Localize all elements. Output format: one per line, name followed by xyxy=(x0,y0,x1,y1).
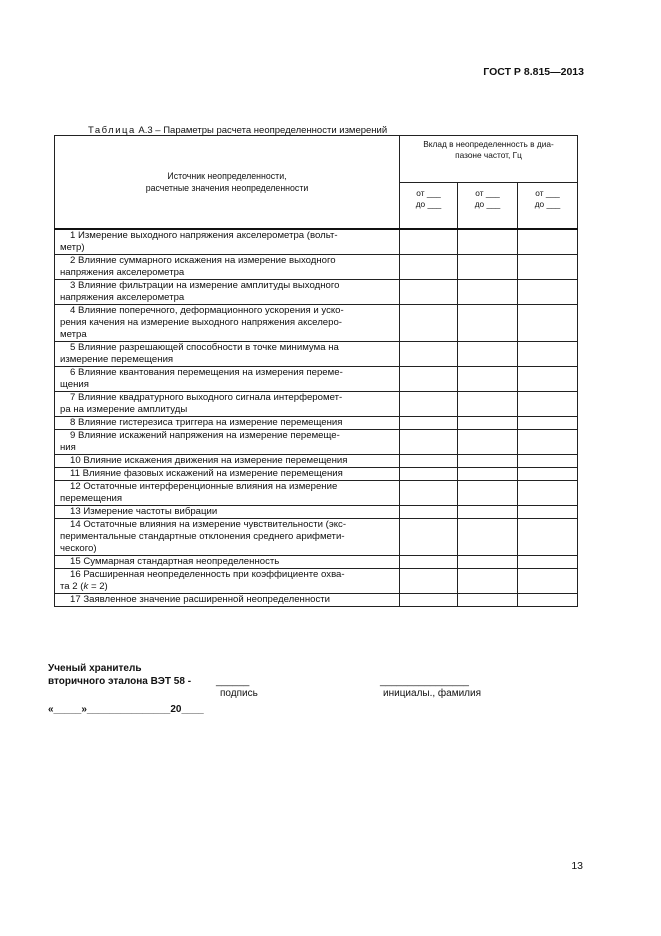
row-line xyxy=(60,531,395,543)
row-source-cell xyxy=(55,305,400,342)
row-value-cell[interactable] xyxy=(458,417,518,430)
range-to: до ___ xyxy=(415,199,442,209)
row-value-cell[interactable] xyxy=(518,556,578,569)
row-source-cell xyxy=(55,594,400,607)
row-text-line1: 3 Влияние фильтрации на измерение амплитуды выходного xyxy=(70,280,340,291)
row-value-cell[interactable] xyxy=(458,430,518,455)
row-text-line2: рения качения на измерение выходного напряжения акселеро- xyxy=(60,317,342,328)
row-source-cell xyxy=(55,481,400,506)
row-source-cell xyxy=(55,519,400,556)
row-text-k: k xyxy=(83,581,89,592)
table-row xyxy=(55,229,578,255)
row-value-cell[interactable] xyxy=(400,430,458,455)
row-value-cell[interactable] xyxy=(518,255,578,280)
header-contribution-line1: Вклад в неопределенность в диа- xyxy=(423,139,554,149)
row-value-cell[interactable] xyxy=(400,342,458,367)
row-value-cell[interactable] xyxy=(400,594,458,607)
row-value-cell[interactable] xyxy=(400,255,458,280)
row-value-cell[interactable] xyxy=(458,468,518,481)
row-text-line1: 6 Влияние квантования перемещения на измерения переме- xyxy=(70,367,343,378)
row-text-line2: ния xyxy=(60,442,76,453)
date-line: «_____»_______________20____ xyxy=(48,704,204,715)
row-value-cell[interactable] xyxy=(518,392,578,417)
initials-caption: инициалы., фамилия xyxy=(383,688,482,699)
row-value-cell[interactable] xyxy=(400,367,458,392)
range-cell-1 xyxy=(400,183,458,230)
row-value-cell[interactable] xyxy=(400,519,458,556)
row-value-cell[interactable] xyxy=(458,455,518,468)
row-text-line3: ческого) xyxy=(60,543,97,554)
row-text-line1: 8 Влияние гистерезиса триггера на измерение перемещения xyxy=(70,417,343,428)
row-source-cell xyxy=(55,506,400,519)
row-value-cell[interactable] xyxy=(400,455,458,468)
row-value-cell[interactable] xyxy=(518,455,578,468)
row-text-line2: перемещения xyxy=(60,493,123,504)
row-value-cell[interactable] xyxy=(458,519,518,556)
row-text-line1: 1 Измерение выходного напряжения акселерометра (вольт- xyxy=(70,230,338,241)
range-from: от ___ xyxy=(416,188,441,198)
row-line xyxy=(60,255,395,267)
row-text-line1: 16 Расширенная неопределенность при коэффициенте охва- xyxy=(70,569,345,580)
row-value-cell[interactable] xyxy=(400,556,458,569)
row-source-cell xyxy=(55,417,400,430)
row-line xyxy=(60,379,395,391)
table-row xyxy=(55,367,578,392)
row-line xyxy=(60,519,395,531)
row-text-line2b: = 2) xyxy=(88,581,108,592)
row-text-line3: метра xyxy=(60,329,87,340)
header-contribution-line2: пазоне частот, Гц xyxy=(455,150,522,160)
row-value-cell[interactable] xyxy=(400,481,458,506)
table-row xyxy=(55,417,578,430)
row-source-cell xyxy=(55,255,400,280)
row-value-cell[interactable] xyxy=(458,305,518,342)
page-number: 13 xyxy=(571,860,583,872)
table-row xyxy=(55,468,578,481)
table-caption-text: А.3 – Параметры расчета неопределенности измерений xyxy=(135,125,388,136)
initials-blank: ________________ xyxy=(380,676,469,687)
signature-title-line2: вторичного эталона ВЭТ 58 - xyxy=(48,676,192,687)
row-line xyxy=(60,342,395,354)
row-value-cell[interactable] xyxy=(458,556,518,569)
row-line xyxy=(60,493,395,505)
row-source-cell xyxy=(55,229,400,255)
row-line xyxy=(60,430,395,442)
row-line xyxy=(60,417,395,429)
range-cell-2 xyxy=(458,183,518,230)
header-source-line1: Источник неопределенности, xyxy=(167,171,287,181)
row-value-cell[interactable] xyxy=(518,342,578,367)
row-line xyxy=(60,569,395,581)
row-line xyxy=(60,442,395,454)
row-line xyxy=(60,455,395,467)
row-source-cell xyxy=(55,430,400,455)
row-line xyxy=(60,317,395,329)
row-text-line2: щения xyxy=(60,379,89,390)
row-line xyxy=(60,594,395,606)
table-header-row xyxy=(55,136,578,183)
row-text-line1: 12 Остаточные интерференционные влияния на измерение xyxy=(70,481,338,492)
row-value-cell[interactable] xyxy=(458,506,518,519)
row-value-cell[interactable] xyxy=(458,569,518,594)
row-source-cell xyxy=(55,392,400,417)
row-value-cell[interactable] xyxy=(518,569,578,594)
row-value-cell[interactable] xyxy=(518,417,578,430)
table-row xyxy=(55,455,578,468)
row-line xyxy=(60,543,395,555)
row-line xyxy=(60,354,395,366)
row-value-cell[interactable] xyxy=(458,255,518,280)
row-text-line1: 15 Суммарная стандартная неопределенность xyxy=(70,556,280,567)
row-value-cell[interactable] xyxy=(518,468,578,481)
table-row xyxy=(55,569,578,594)
row-value-cell[interactable] xyxy=(518,506,578,519)
row-line xyxy=(60,305,395,317)
range-cell-3 xyxy=(518,183,578,230)
header-contribution-cell xyxy=(400,136,578,183)
table-row xyxy=(55,255,578,280)
row-source-cell xyxy=(55,455,400,468)
row-value-cell[interactable] xyxy=(518,229,578,255)
row-value-cell[interactable] xyxy=(400,569,458,594)
row-value-cell[interactable] xyxy=(458,392,518,417)
row-source-cell xyxy=(55,367,400,392)
signature-blank: ______ xyxy=(216,676,250,687)
row-value-cell[interactable] xyxy=(458,229,518,255)
row-text-line1: 4 Влияние поперечного, деформационного ускорения и уско- xyxy=(70,305,344,316)
row-value-cell[interactable] xyxy=(518,594,578,607)
table-row xyxy=(55,342,578,367)
row-source-cell xyxy=(55,280,400,305)
row-line xyxy=(60,392,395,404)
table-row xyxy=(55,556,578,569)
row-line xyxy=(60,367,395,379)
range-to: до ___ xyxy=(474,199,501,209)
uncertainty-table xyxy=(54,135,578,607)
range-to: до ___ xyxy=(534,199,561,209)
table-row xyxy=(55,430,578,455)
table-row xyxy=(55,594,578,607)
table-row xyxy=(55,519,578,556)
row-line xyxy=(60,506,395,518)
table-row xyxy=(55,506,578,519)
row-value-cell[interactable] xyxy=(458,342,518,367)
row-source-cell xyxy=(55,556,400,569)
signature-title-line1: Ученый хранитель xyxy=(48,663,142,674)
row-line xyxy=(60,481,395,493)
row-value-cell[interactable] xyxy=(518,367,578,392)
range-from: от ___ xyxy=(475,188,500,198)
row-text-line1: 14 Остаточные влияния на измерение чувствительности (экс- xyxy=(70,519,347,530)
table-row xyxy=(55,280,578,305)
row-value-cell[interactable] xyxy=(400,229,458,255)
row-text-line1: 9 Влияние искажений напряжения на измерение перемеще- xyxy=(70,430,340,441)
row-value-cell[interactable] xyxy=(400,392,458,417)
row-text-line2a: та 2 ( xyxy=(60,581,84,592)
row-line xyxy=(60,404,395,416)
row-value-cell[interactable] xyxy=(400,305,458,342)
row-value-cell[interactable] xyxy=(400,417,458,430)
signature-caption: подпись xyxy=(220,688,258,699)
row-text-line1: 17 Заявленное значение расширенной неопределенности xyxy=(70,594,331,605)
header-source-cell xyxy=(55,136,400,230)
row-value-cell[interactable] xyxy=(518,481,578,506)
table-row xyxy=(55,481,578,506)
row-line xyxy=(60,292,395,304)
row-value-cell[interactable] xyxy=(400,280,458,305)
row-text-line1: 13 Измерение частоты вибрации xyxy=(70,506,218,517)
row-value-cell[interactable] xyxy=(518,519,578,556)
row-value-cell[interactable] xyxy=(458,594,518,607)
row-text-line2: напряжения акселерометра xyxy=(60,267,185,278)
row-text-line2: измерение перемещения xyxy=(60,354,174,365)
row-text-line1: 5 Влияние разрешающей способности в точке минимума на xyxy=(70,342,339,353)
row-text-line1: 11 Влияние фазовых искажений на измерение перемещения xyxy=(70,468,343,479)
row-line xyxy=(60,329,395,341)
row-line xyxy=(60,581,395,593)
table-caption-prefix: Таблица xyxy=(88,125,136,136)
row-value-cell[interactable] xyxy=(458,481,518,506)
header-source-line2: расчетные значения неопределенности xyxy=(145,183,309,193)
row-line xyxy=(60,267,395,279)
row-value-cell[interactable] xyxy=(400,506,458,519)
row-line xyxy=(60,556,395,568)
row-source-cell xyxy=(55,468,400,481)
range-from: от ___ xyxy=(535,188,560,198)
row-value-cell[interactable] xyxy=(518,280,578,305)
row-value-cell[interactable] xyxy=(400,468,458,481)
row-line xyxy=(60,280,395,292)
row-text-line1: 10 Влияние искажения движения на измерение перемещения xyxy=(70,455,348,466)
table-row xyxy=(55,305,578,342)
row-source-cell xyxy=(55,342,400,367)
table-row xyxy=(55,392,578,417)
row-text-line2: метр) xyxy=(60,242,85,253)
row-value-cell[interactable] xyxy=(458,280,518,305)
row-text-line1: 2 Влияние суммарного искажения на измерение выходного xyxy=(70,255,336,266)
row-line xyxy=(60,468,395,480)
row-line xyxy=(60,242,395,254)
row-value-cell[interactable] xyxy=(518,305,578,342)
row-text-line1: 7 Влияние квадратурного выходного сигнала интерферомет- xyxy=(70,392,343,403)
document-header: ГОСТ Р 8.815—2013 xyxy=(483,66,584,78)
row-value-cell[interactable] xyxy=(518,430,578,455)
row-text-line2: периментальные стандартные отклонения среднего арифмети- xyxy=(60,531,345,542)
row-source-cell xyxy=(55,569,400,594)
row-text-line2: напряжения акселерометра xyxy=(60,292,185,303)
row-line xyxy=(60,230,395,242)
row-text-line2: ра на измерение амплитуды xyxy=(60,404,188,415)
row-value-cell[interactable] xyxy=(458,367,518,392)
